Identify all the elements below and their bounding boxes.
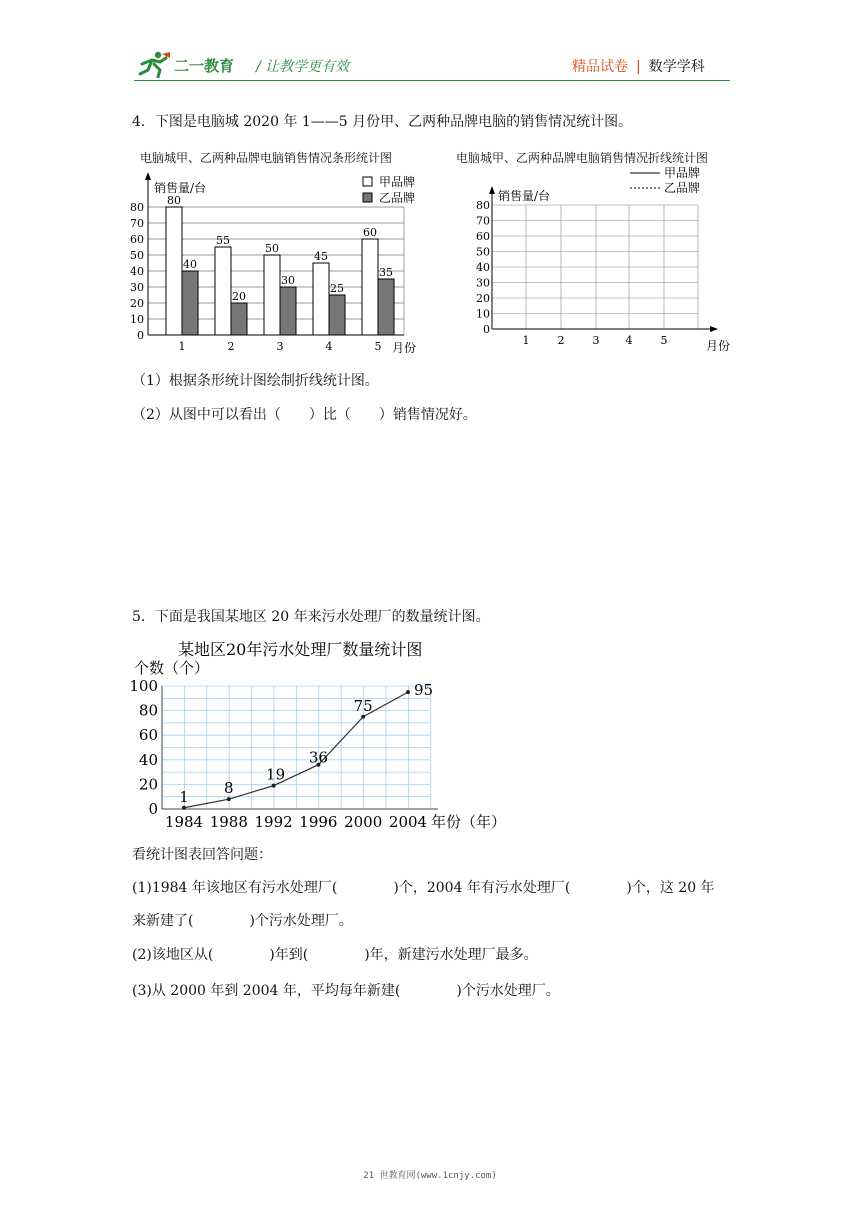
- sewage-point: [406, 690, 410, 694]
- header-divider: [134, 80, 730, 81]
- bar-y-tick: 10: [130, 313, 144, 326]
- legend-jia: 甲品牌: [379, 175, 416, 189]
- bar-y-tick: 0: [137, 329, 144, 342]
- line-y-tick: 0: [483, 323, 490, 336]
- bar-y-tick: 70: [130, 217, 144, 230]
- q4-text: 4．下图是电脑城 2020 年 1——5 月份甲、乙两种品牌电脑的销售情况统计图。: [132, 114, 633, 130]
- legend-yi: 乙品牌: [379, 191, 416, 205]
- legend-swatch-jia: [363, 177, 372, 186]
- line-y-tick: 50: [476, 245, 490, 259]
- sewage-point-label: 19: [266, 765, 286, 784]
- header-separator: |: [636, 59, 641, 75]
- bar-value-label: 60: [363, 226, 377, 239]
- line-legend: [630, 166, 700, 195]
- line-y-tick: 30: [476, 276, 490, 290]
- sewage-x-tick: 1988: [209, 813, 248, 831]
- bar-x-tick: 1: [178, 340, 186, 353]
- line-chart-grid: [460, 166, 740, 358]
- sewage-y-tick: 0: [148, 800, 158, 818]
- sewage-x-tick: 2000: [344, 813, 383, 831]
- bar-value-label: 40: [183, 258, 197, 271]
- sewage-point: [182, 806, 186, 810]
- q5-text: 5．下面是我国某地区 20 年来污水处理厂的数量统计图。: [132, 609, 490, 625]
- legend-line-yi: 乙品牌: [664, 181, 701, 195]
- bar-yi-3: [280, 287, 296, 335]
- sewage-x-tick: 1996: [299, 813, 338, 831]
- bar-yi-2: [231, 303, 247, 335]
- bar-value-label: 50: [265, 242, 279, 255]
- line-x-tick: 1: [522, 334, 530, 347]
- bar-y-label: 销售量/台: [154, 181, 207, 195]
- sewage-point-label: 95: [414, 681, 434, 700]
- logo-text: 二一教育: [174, 57, 235, 75]
- header-right: [572, 56, 705, 76]
- bar-jia-5: [362, 239, 378, 335]
- sewage-y-tick: 60: [138, 726, 158, 745]
- bar-y-tick: 30: [130, 281, 144, 294]
- bar-x-label: 月份: [392, 341, 417, 355]
- q5-part2: (2)该地区从( )年到( )年，新建污水处理厂最多。: [132, 947, 538, 963]
- bar-y-tick: 80: [130, 201, 144, 214]
- line-x-arrow: [710, 326, 718, 332]
- line-chart-title: 电脑城甲、乙两种品牌电脑销售情况折线统计图: [456, 151, 709, 165]
- sewage-point-label: 36: [308, 748, 328, 767]
- sewage-chart: [120, 636, 520, 836]
- line-y-label: 销售量/台: [498, 189, 551, 203]
- bar-legend: [363, 174, 415, 205]
- line-x-tick: 4: [625, 334, 633, 347]
- legend-swatch-yi: [363, 193, 372, 202]
- sewage-point: [272, 784, 276, 788]
- sewage-point-label: 8: [224, 779, 234, 798]
- line-y-tick: 60: [476, 230, 490, 243]
- line-y-arrow: [489, 186, 495, 194]
- line-y-tick: 10: [476, 307, 490, 321]
- footer: 21 世教育网(www.1cnjy.com): [363, 1171, 497, 1181]
- sewage-x-tick: 2004: [388, 813, 428, 831]
- sewage-x-tick: 1984: [164, 813, 204, 831]
- sewage-y-tick: 40: [138, 750, 158, 769]
- brand-logo: [136, 50, 244, 78]
- sewage-y-tick: 100: [129, 677, 158, 695]
- line-y-tick: 80: [476, 199, 490, 212]
- sewage-x-label: 年份（年）: [431, 813, 507, 831]
- bar-value-label: 20: [232, 290, 246, 303]
- bar-jia-2: [215, 247, 231, 335]
- line-y-tick: 70: [476, 214, 490, 228]
- bar-jia-1: [166, 207, 182, 335]
- q4-part2: （2）从图中可以看出（ ）比（ ）销售情况好。: [132, 407, 477, 423]
- bar-y-tick: 60: [130, 233, 144, 246]
- line-y-tick: 20: [476, 292, 490, 305]
- bar-y-tick: 20: [130, 297, 144, 310]
- bar-value-label: 55: [216, 234, 230, 247]
- bar-value-label: 80: [167, 194, 181, 207]
- bar-value-label: 45: [314, 250, 328, 263]
- sewage-y-tick: 20: [138, 775, 158, 794]
- q5-part1b: 来新建了( )个污水处理厂。: [132, 913, 353, 929]
- q5-part3: (3)从 2000 年到 2004 年，平均每年新建( )个污水处理厂。: [132, 983, 560, 999]
- bar-value-label: 35: [379, 266, 393, 279]
- sewage-point-label: 1: [179, 787, 189, 806]
- bar-x-tick: 3: [276, 340, 284, 353]
- q5-part1a: (1)1984 年该地区有污水处理厂( )个，2004 年有污水处理厂( )个，这 20 年: [132, 880, 715, 896]
- sewage-point-label: 75: [353, 696, 373, 715]
- sewage-y-label: 个数（个）: [134, 659, 210, 677]
- sewage-y-tick: 80: [138, 701, 158, 720]
- bar-jia-4: [313, 263, 329, 335]
- bar-yi-5: [378, 279, 394, 335]
- bar-yi-1: [182, 271, 198, 335]
- bar-x-tick: 5: [374, 340, 382, 353]
- q5-lead: 看统计图表回答问题：: [132, 847, 272, 863]
- slogan: / 让教学更有效: [256, 59, 350, 75]
- bar-x-tick: 4: [325, 340, 333, 353]
- bar-chart-title: 电脑城甲、乙两种品牌电脑销售情况条形统计图: [140, 151, 393, 165]
- line-x-tick: 2: [557, 334, 565, 347]
- line-x-tick: 3: [592, 334, 600, 347]
- line-x-label: 月份: [706, 339, 731, 353]
- bar-y-arrow: [145, 172, 151, 180]
- sewage-point: [361, 715, 365, 719]
- line-y-tick: 40: [476, 261, 490, 274]
- runner-icon: [140, 52, 170, 77]
- header-label: 精品试卷: [572, 59, 628, 75]
- sewage-chart-title: 某地区20年污水处理厂数量统计图: [178, 640, 423, 659]
- bar-y-tick: 50: [130, 249, 144, 262]
- legend-line-jia: 甲品牌: [664, 166, 701, 180]
- q4-part1: （1）根据条形统计图绘制折线统计图。: [132, 373, 379, 389]
- bar-x-tick: 2: [227, 340, 235, 353]
- bar-value-label: 25: [330, 282, 344, 295]
- bar-jia-3: [264, 255, 280, 335]
- bar-yi-4: [329, 295, 345, 335]
- header-subject: 数学学科: [648, 59, 705, 75]
- bar-value-label: 30: [281, 274, 295, 287]
- line-x-tick: 5: [660, 334, 668, 347]
- bar-y-tick: 40: [130, 265, 144, 278]
- bar-chart: [120, 168, 440, 358]
- sewage-x-tick: 1992: [254, 813, 293, 831]
- sewage-point: [227, 797, 231, 801]
